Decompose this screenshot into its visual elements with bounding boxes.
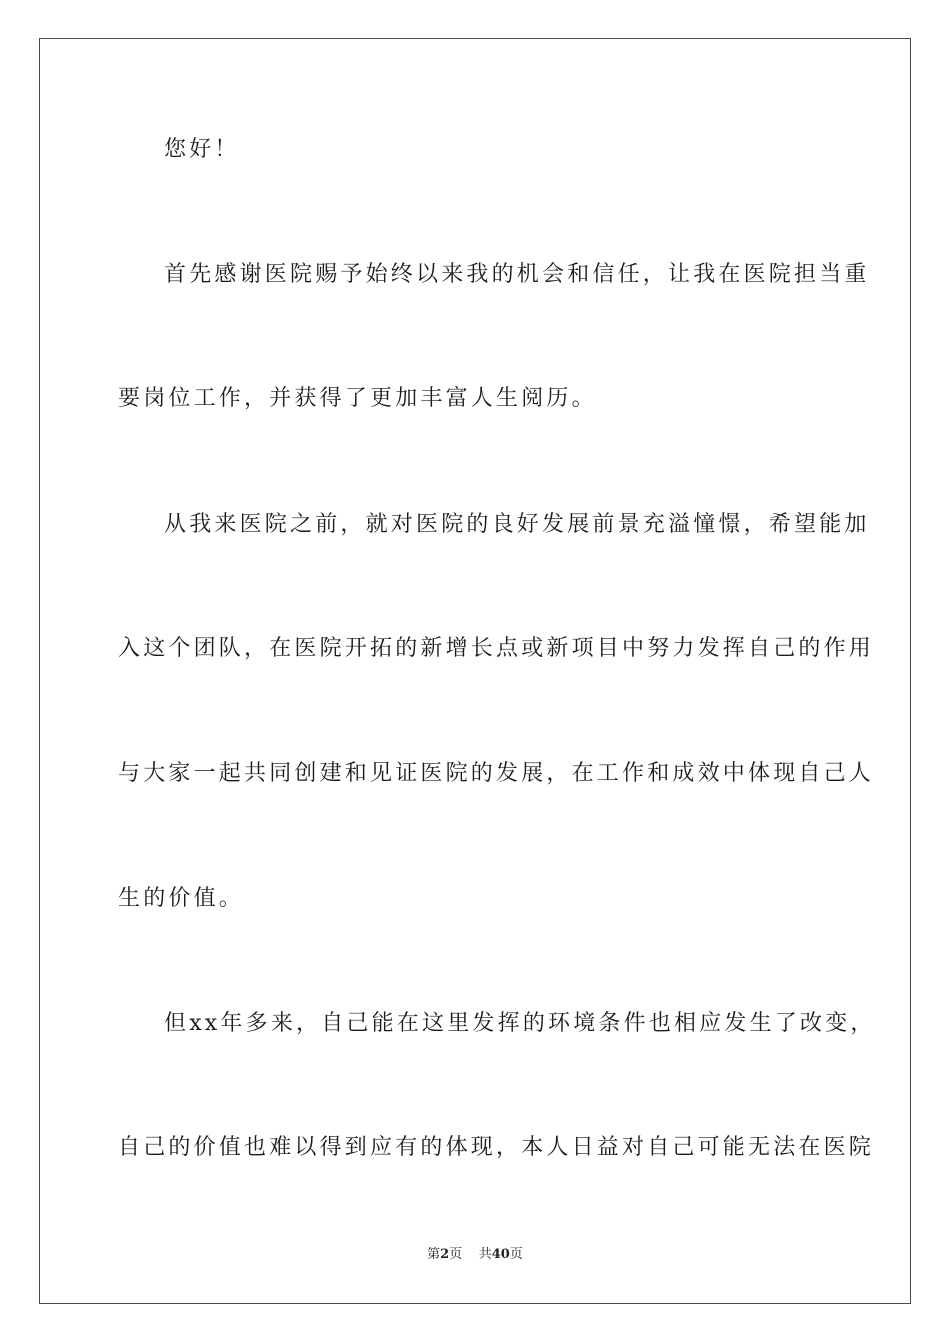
paragraph-line: 与大家一起共同创建和见证医院的发展，在工作和成效中体现自己人 — [118, 761, 875, 786]
page-border — [39, 38, 911, 1304]
greeting-line: 您好！ — [164, 137, 240, 162]
current-page-number: 2 — [440, 1247, 450, 1262]
paragraph-line: 自己的价值也难以得到应有的体现，本人日益对自己可能无法在医院 — [118, 1135, 875, 1160]
paragraph-line: 从我来医院之前，就对医院的良好发展前景充溢憧憬，希望能加 — [164, 512, 870, 537]
paragraph-line: 入这个团队，在医院开拓的新增长点或新项目中努力发挥自己的作用 — [118, 636, 875, 661]
page-prefix: 第 — [427, 1247, 441, 1262]
total-prefix: 共 — [478, 1247, 492, 1262]
page-suffix: 页 — [449, 1247, 463, 1262]
paragraph-line: 但xx年多来，自己能在这里发挥的环境条件也相应发生了改变， — [164, 1011, 876, 1036]
paragraph-line: 要岗位工作，并获得了更加丰富人生阅历。 — [118, 386, 597, 411]
total-page-count: 40 — [491, 1247, 510, 1262]
page-number-footer — [0, 1246, 950, 1264]
paragraph-line: 首先感谢医院赐予始终以来我的机会和信任，让我在医院担当重 — [164, 262, 870, 287]
paragraph-line: 生的价值。 — [118, 886, 245, 911]
total-suffix: 页 — [509, 1247, 523, 1262]
